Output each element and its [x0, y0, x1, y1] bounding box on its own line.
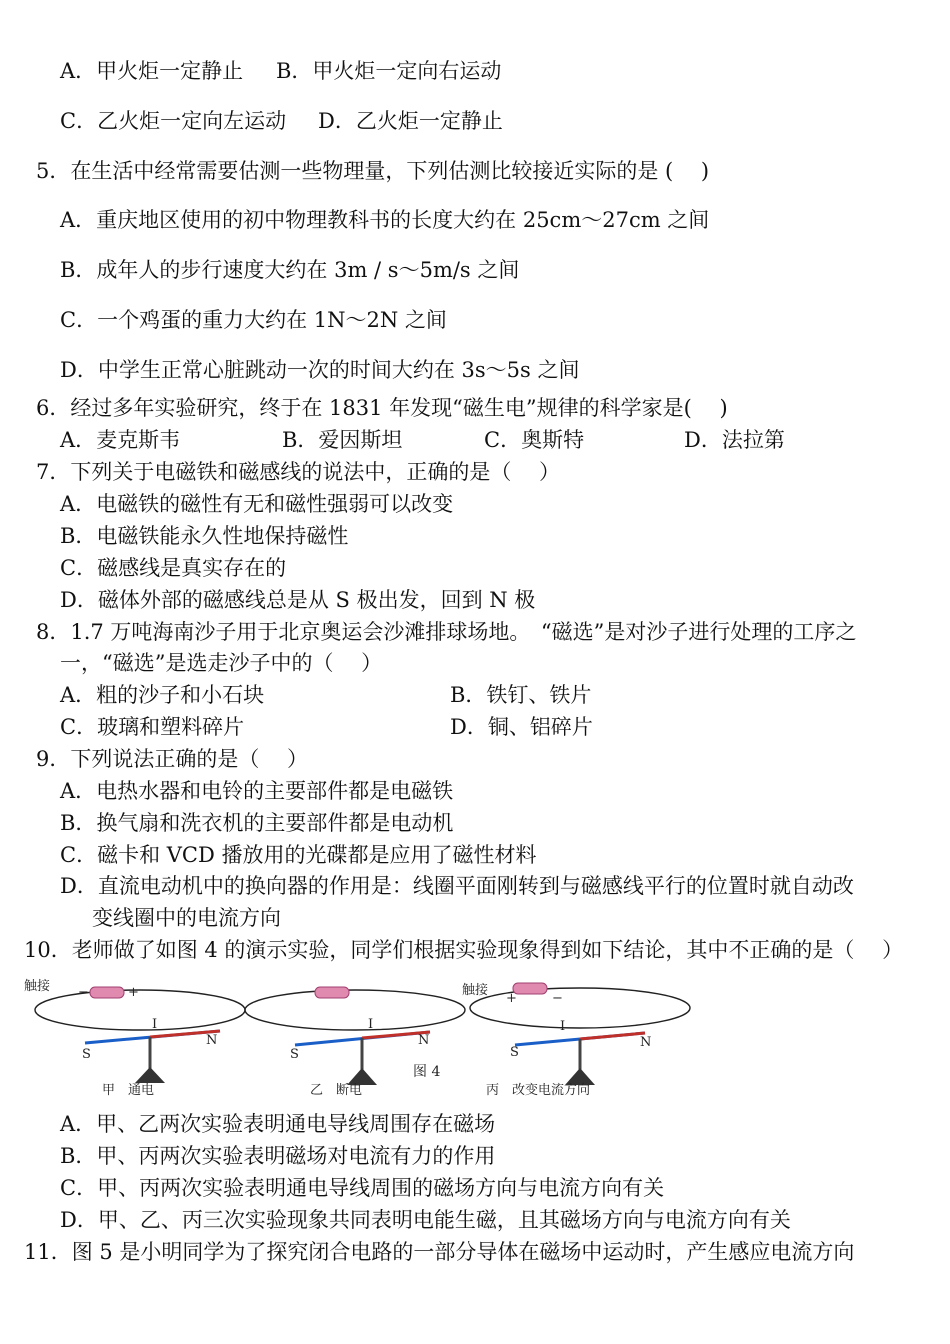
q4-option-c: C．乙火炬一定向左运动	[60, 109, 287, 133]
q4-option-b: B．甲火炬一定向右运动	[276, 59, 502, 83]
q8-option-c: C．玻璃和塑料碎片	[60, 715, 245, 739]
figure-title: 图 4	[413, 1064, 441, 1080]
q5-option-c: C．一个鸡蛋的重力大约在 1N～2N 之间	[60, 308, 447, 332]
s-pole-label-yi: S	[290, 1047, 299, 1062]
q5-option-b: B．成年人的步行速度大约在 3m / s～5m/s 之间	[60, 258, 520, 282]
q6-option-a: A．麦克斯韦	[60, 428, 181, 452]
q8-stem-line2: 一，“磁选”是选走沙子中的（ ）	[60, 651, 383, 675]
figure-4	[20, 975, 940, 1100]
plus-label-bing: +	[506, 991, 517, 1006]
n-pole-label-jia: N	[206, 1033, 218, 1048]
q10-stem: 10．老师做了如图 4 的演示实验，同学们根据实验现象得到如下结论，其中不正确的是（ ）	[24, 938, 904, 962]
q9-stem: 9．下列说法正确的是（ ）	[36, 747, 309, 771]
q8-stem-line1: 8．1.7 万吨海南沙子用于北京奥运会沙滩排球场地。 “磁选”是对沙子进行处理的工序之	[36, 620, 857, 644]
q5-stem: 5．在生活中经常需要估测一些物理量，下列估测比较接近实际的是 ( )	[36, 159, 710, 183]
q6-option-b: B．爱因斯坦	[282, 428, 403, 452]
s-pole-label-bing: S	[510, 1045, 519, 1060]
q7-option-c: C．磁感线是真实存在的	[60, 556, 287, 580]
s-pole-label-jia: S	[82, 1047, 91, 1062]
q10-option-d: D．甲、乙、丙三次实验现象共同表明电能生磁，且其磁场方向与电流方向有关	[60, 1208, 791, 1232]
q8-option-a: A．粗的沙子和小石块	[60, 683, 265, 707]
q7-option-a: A．电磁铁的磁性有无和磁性强弱可以改变	[60, 492, 454, 516]
q9-option-b: B．换气扇和洗衣机的主要部件都是电动机	[60, 811, 454, 835]
caption-jia: 甲 通电	[102, 1083, 155, 1098]
q7-stem: 7．下列关于电磁铁和磁感线的说法中，正确的是（ ）	[36, 460, 561, 484]
q5-option-a: A．重庆地区使用的初中物理教科书的长度大约在 25cm～27cm 之间	[60, 208, 710, 232]
n-pole-label-yi: N	[418, 1033, 430, 1048]
q4-option-d: D．乙火炬一定静止	[318, 109, 503, 133]
q9-option-c: C．磁卡和 VCD 播放用的光碟都是应用了磁性材料	[60, 843, 537, 867]
touch-label-bing: 触接	[462, 983, 489, 998]
caption-yi: 乙 断电	[310, 1083, 363, 1098]
q10-option-c: C．甲、丙两次实验表明通电导线周围的磁场方向与电流方向有关	[60, 1176, 665, 1200]
q8-option-b: B．铁钉、铁片	[450, 683, 592, 707]
plus-label-jia: +	[128, 985, 139, 1000]
panel-bing	[470, 983, 690, 1085]
q7-option-d: D．磁体外部的磁感线总是从 S 极出发，回到 N 极	[60, 588, 536, 612]
q6-option-c: C．奥斯特	[484, 428, 585, 452]
q11-stem: 11．图 5 是小明同学为了探究闭合电路的一部分导体在磁场中运动时，产生感应电流方向	[24, 1240, 855, 1264]
q7-option-b: B．电磁铁能永久性地保持磁性	[60, 524, 349, 548]
q5-option-d: D．中学生正常心脏跳动一次的时间大约在 3s～5s 之间	[60, 358, 580, 382]
current-label-bing: I	[560, 1019, 566, 1034]
q9-option-d-line2: 变线圈中的电流方向	[92, 906, 281, 930]
q6-option-d: D．法拉第	[684, 428, 785, 452]
q4-option-a: A．甲火炬一定静止	[60, 59, 244, 83]
minus-label-bing: −	[552, 991, 563, 1006]
minus-label-jia: −	[78, 985, 89, 1000]
q9-option-d-line1: D．直流电动机中的换向器的作用是：线圈平面刚转到与磁感线平行的位置时就自动改	[60, 874, 854, 898]
q10-option-a: A．甲、乙两次实验表明通电导线周围存在磁场	[60, 1112, 496, 1136]
q10-option-b: B．甲、丙两次实验表明磁场对电流有力的作用	[60, 1144, 496, 1168]
n-pole-label-bing: N	[640, 1035, 652, 1050]
touch-label-jia: 触接	[24, 979, 51, 994]
current-label-jia: I	[152, 1017, 158, 1032]
current-label-yi: I	[368, 1017, 374, 1032]
q6-stem: 6．经过多年实验研究，终于在 1831 年发现“磁生电”规律的科学家是( )	[36, 396, 728, 420]
q9-option-a: A．电热水器和电铃的主要部件都是电磁铁	[60, 779, 454, 803]
caption-bing: 丙 改变电流方向	[486, 1083, 591, 1098]
q8-option-d: D．铜、铝碎片	[450, 715, 593, 739]
